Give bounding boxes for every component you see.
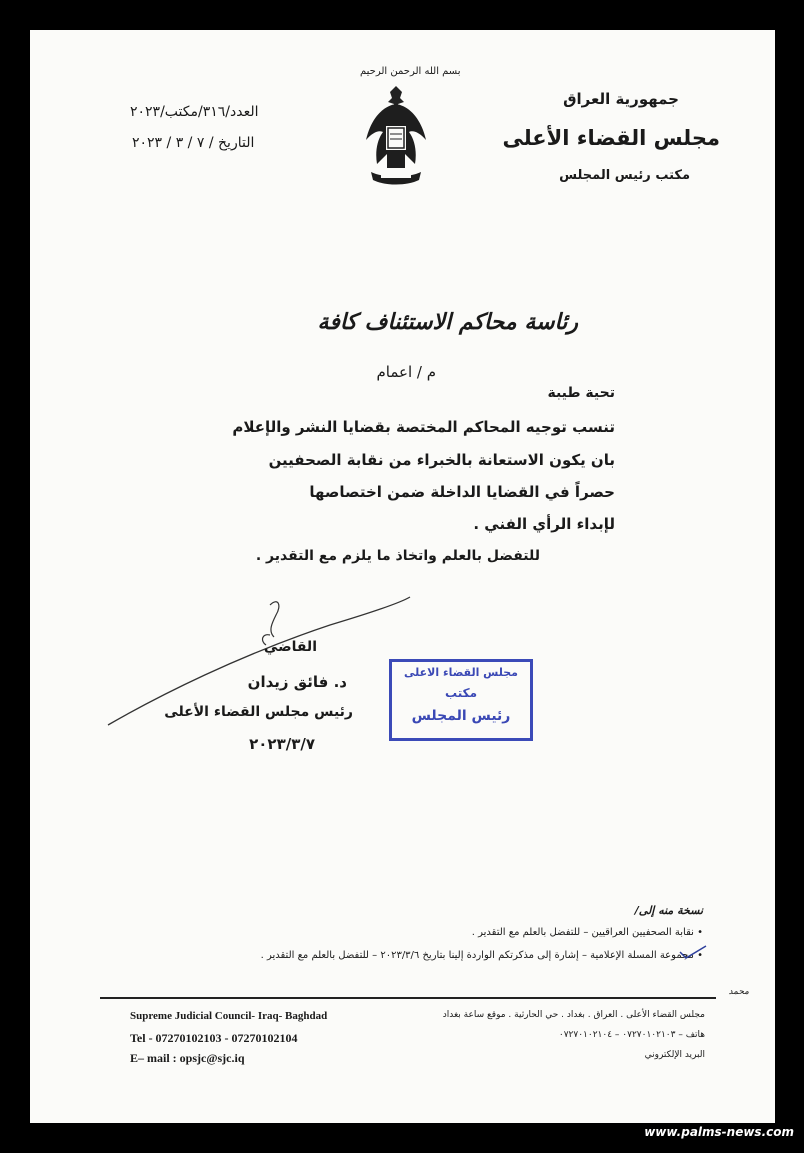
body-line: تنسب توجيه المحاكم المختصة بقضايا النشر والإعلام <box>232 418 615 436</box>
check-mark-icon <box>678 944 708 960</box>
stamp-line: رئيس المجلس <box>411 708 511 724</box>
footer-divider <box>100 997 716 999</box>
bullet-icon: • <box>693 950 703 961</box>
initials: محمد <box>728 987 749 997</box>
subject: م / اعمام <box>376 363 436 381</box>
document-page <box>30 30 775 1123</box>
body-line: حصراً في القضايا الداخلة ضمن اختصاصها <box>309 483 615 501</box>
footer-arabic-phone: هاتف – ٠٧٢٧٠١٠٢١٠٣ – ٠٧٢٧٠١٠٢١٠٤ <box>558 1030 705 1040</box>
copy-item <box>261 950 703 961</box>
office-stamp <box>389 659 533 741</box>
signature-date: ٢٠٢٣/٣/٧ <box>249 735 315 753</box>
copy-text: مجموعة المسلة الإعلامية – إشارة إلى مذكرتكم الواردة إلينا بتاريخ ٢٠٢٣/٣/٦ – للتفضل بالعلم مع التقدير . <box>260 950 694 961</box>
greeting: تحية طيبة <box>547 385 615 401</box>
footer-arabic-email: البريد الإلكتروني <box>644 1050 705 1060</box>
body-line: بان يكون الاستعانة بالخبراء من نقابة الصحفيين <box>268 451 615 469</box>
reference-number: العدد/٣١٦/مكتب/٢٠٢٣ <box>130 104 259 120</box>
footer-arabic-address: مجلس القضاء الأعلى . العراق . بغداد . حي الحارثية . موقع ساعة بغداد <box>442 1010 705 1020</box>
iraq-eagle-emblem <box>363 82 429 188</box>
watermark: www.palms-news.com <box>644 1125 794 1139</box>
copy-item <box>472 927 703 938</box>
stamp-line: مجلس القضاء الاعلى <box>404 666 518 679</box>
bullet-icon: • <box>693 927 703 938</box>
document-date: التاريخ / ٧ / ٣ / ٢٠٢٣ <box>132 135 255 151</box>
basmala: بسم الله الرحمن الرحيم <box>360 66 461 77</box>
recipient: رئاسة محاكم الاستئناف كافة <box>317 310 578 335</box>
stamp-line: مكتب <box>444 686 477 700</box>
council-heading: مجلس القضاء الأعلى <box>502 126 720 150</box>
office-heading: مكتب رئيس المجلس <box>559 168 690 183</box>
footer-english-name: Supreme Judicial Council- Iraq- Baghdad <box>130 1010 328 1022</box>
republic-heading: جمهورية العراق <box>563 90 679 108</box>
footer-english-phone: Tel - 07270102103 - 07270102104 <box>130 1031 298 1045</box>
body-line: لإبداء الرأي الفني . <box>473 515 615 533</box>
closing-line: للتفضل بالعلم واتخاذ ما يلزم مع التقدير . <box>255 548 540 564</box>
signatory-position: رئيس مجلس القضاء الأعلى <box>164 704 353 720</box>
footer-english-email: E– mail : opsjc@sjc.iq <box>130 1051 245 1065</box>
signatory-name: د. فائق زيدان <box>247 673 347 691</box>
copy-text: نقابة الصحفيين العراقيين – للتفضل بالعلم مع التقدير . <box>471 927 694 938</box>
copies-heading: نسخة منه إلى/ <box>634 904 703 917</box>
signatory-title: القاضي <box>263 639 317 655</box>
